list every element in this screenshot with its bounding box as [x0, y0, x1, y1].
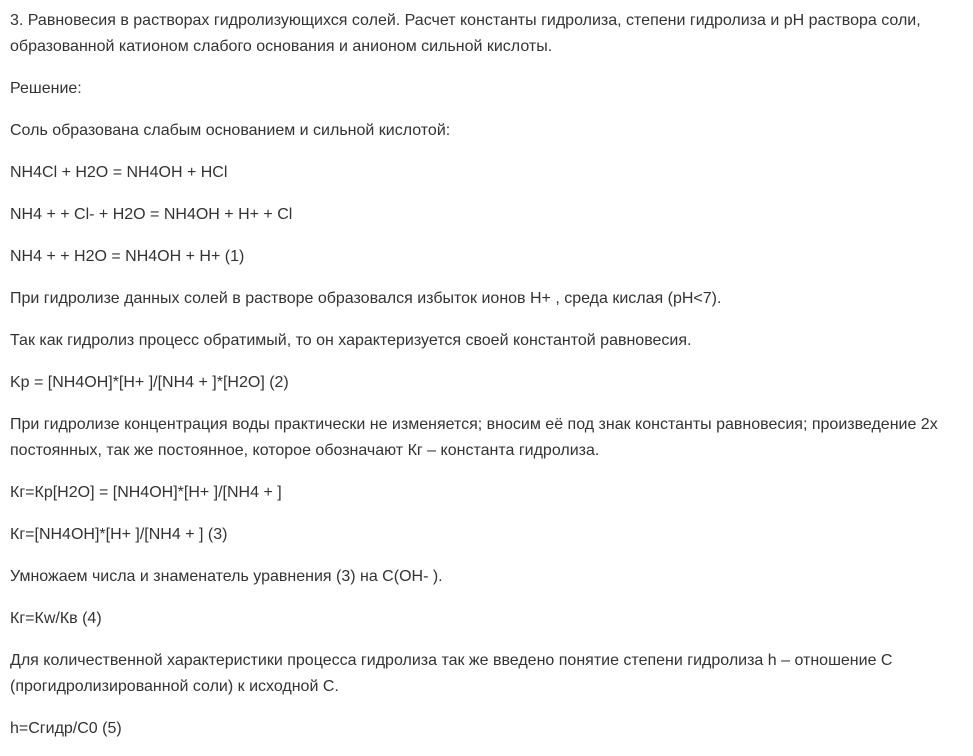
text-paragraph: Умножаем числа и знаменатель уравнения (3) на C(OH- ).	[10, 568, 443, 585]
equation: NH4Cl + H2O = NH4OH + HCl	[10, 164, 228, 181]
text-paragraph: Так как гидролиз процесс обратимый, то он характеризуется своей константой равновесия.	[10, 332, 692, 349]
text-paragraph: Для количественной характеристики процесса гидролиза так же введено понятие степени гидролиза h – отношение С (прогидролизированной соли) к исходной С.	[10, 652, 893, 695]
equation: Кг=Кw/Кв (4)	[10, 610, 102, 627]
equation: NH4 + + Cl- + H2O = NH4OH + H+ + Cl	[10, 206, 293, 223]
text-paragraph: Соль образована слабым основанием и сильной кислотой:	[10, 122, 451, 139]
equation: Кг=[NH4OH]*[H+ ]/[NH4 + ] (3)	[10, 526, 228, 543]
equation: Кг=Кр[H2O] = [NH4OH]*[H+ ]/[NH4 + ]	[10, 484, 282, 501]
equation: h=Сгидр/С0 (5)	[10, 720, 122, 737]
text-paragraph: При гидролизе концентрация воды практически не изменяется; вносим её под знак константы равновесия; произведение 2х постоянных, так же постоянное, которое обозначают Кг – константа гидролиза.	[10, 416, 938, 459]
equation: NH4 + + H2O = NH4OH + H+ (1)	[10, 248, 245, 265]
section-heading: 3. Равновесия в растворах гидролизующихся солей. Расчет константы гидролиза, степени гидролиза и pH раствора соли, образованной катионом слабого основания и анионом сильной кислоты.	[10, 12, 921, 55]
solution-label: Решение:	[10, 80, 82, 97]
text-paragraph: При гидролизе данных солей в растворе образовался избыток ионов H+ , среда кислая (pH<7).	[10, 290, 722, 307]
equation: Kр = [NH4OH]*[H+ ]/[NH4 + ]*[H2O] (2)	[10, 374, 289, 391]
